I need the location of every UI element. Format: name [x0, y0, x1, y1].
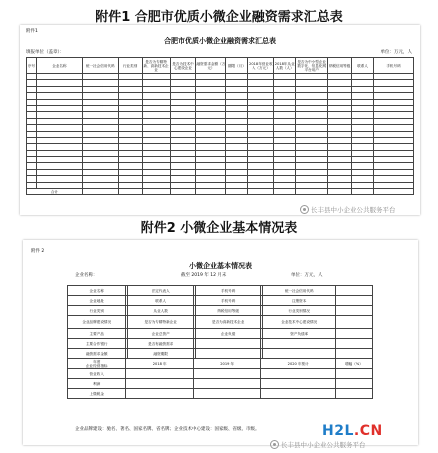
watermark-2	[270, 440, 366, 449]
table-row	[68, 329, 373, 339]
table-cell	[261, 369, 336, 379]
field-value	[335, 296, 372, 306]
field-label: 纳税信用等级	[195, 306, 261, 316]
table-cell	[118, 189, 142, 195]
total-label: 合计	[27, 189, 83, 195]
table-row	[68, 306, 373, 316]
field-label: 企业地址	[68, 296, 126, 306]
table-cell	[193, 389, 260, 399]
table-cell	[335, 379, 372, 389]
col-header: 期限（月）	[226, 58, 248, 74]
year-header-cell: 2018 年	[126, 359, 193, 369]
table-cell	[193, 369, 260, 379]
table-cell	[328, 189, 352, 195]
metric-row	[68, 389, 373, 399]
col-header: 2018年从业人数（人）	[274, 58, 296, 74]
col-header: 联系人	[352, 58, 374, 74]
doc2-title: 小微企业基本情况表	[189, 262, 252, 270]
col-header: 行业类别	[118, 58, 142, 74]
col-header: 2018年营业收入（万元）	[248, 58, 274, 74]
wechat-icon	[270, 440, 279, 449]
col-header: 是否为技术中心建设企业	[170, 58, 196, 74]
table-cell	[196, 189, 226, 195]
field-label: 资产负债率	[263, 329, 336, 339]
field-value	[335, 316, 372, 329]
field-label: 联系人	[128, 296, 194, 306]
table-row	[68, 316, 373, 329]
col-header: 纳税信用等级	[328, 58, 352, 74]
table-cell	[170, 189, 196, 195]
table-cell	[261, 389, 336, 399]
year-header-row	[68, 359, 373, 369]
field-label: 主要产品	[68, 329, 126, 339]
field-label: 注册资本	[263, 296, 336, 306]
metric-row	[68, 379, 373, 389]
attachment1-heading: 附件1 合肥市优质小微企业融资需求汇总表	[95, 10, 343, 25]
metric-label: 利润	[68, 379, 126, 389]
doc2-unit-label: 单位：万元，人	[291, 273, 323, 278]
field-value	[335, 349, 372, 359]
logo-part-1: H2L	[322, 423, 354, 439]
col-header: 融资需求金额（万元）	[196, 58, 226, 74]
field-label: 行业类别情况	[263, 306, 336, 316]
basic-info-body	[68, 286, 373, 399]
year-label: 年度	[93, 359, 101, 364]
field-label: 企业品牌建设情况	[68, 316, 126, 329]
table-cell	[82, 189, 118, 195]
doc1-unit-left: 填报单位（盖章）：	[26, 50, 65, 55]
year-header-cell: 增幅（%）	[335, 359, 372, 369]
field-label: 企业总资产	[128, 329, 194, 339]
attachment1-document	[20, 25, 420, 215]
table-cell	[335, 389, 372, 399]
metric-row	[68, 369, 373, 379]
watermark-text: 长丰县中小企业公共服务平台	[311, 206, 396, 214]
table-cell	[142, 189, 170, 195]
field-label: 融资需求金额	[68, 349, 126, 359]
field-label	[195, 349, 261, 359]
field-label: 企业技术中心建设情况	[263, 316, 336, 329]
watermark-text: 长丰县中小企业公共服务平台	[281, 441, 366, 449]
table-cell	[126, 369, 193, 379]
metric-label: 企业经营指标	[85, 363, 108, 368]
field-value	[335, 329, 372, 339]
attachment2-document	[23, 240, 418, 445]
field-label: 行业类别	[68, 306, 126, 316]
doc2-date-label: 截至 2019 年 12 月末	[181, 273, 227, 278]
table-row	[68, 286, 373, 296]
year-header-cell	[68, 359, 126, 369]
table-row	[68, 339, 373, 349]
field-label: 企业负债	[195, 329, 261, 339]
doc2-company-label: 企业名称：	[75, 273, 98, 278]
field-label: 是否有融资需求	[128, 339, 194, 349]
col-header: 手机号码	[374, 58, 414, 74]
col-header: 统一社会信用代码	[82, 58, 118, 74]
doc2-tag: 附件 2	[31, 249, 45, 254]
field-label: 手机号码	[195, 296, 261, 306]
table-cell	[193, 379, 260, 389]
field-label: 是否为高新技术企业	[195, 316, 261, 329]
field-value	[335, 286, 372, 296]
field-label: 统一社会信用代码	[263, 286, 336, 296]
basic-info-table	[67, 285, 373, 399]
table-cell	[335, 369, 372, 379]
attachment2-heading: 附件2 小微企业基本情况表	[140, 221, 298, 236]
demand-summary-body	[27, 74, 414, 195]
table-row	[68, 296, 373, 306]
demand-summary-table	[26, 57, 414, 195]
logo-part-2: .CN	[353, 423, 383, 439]
doc2-footnote: 企业品牌建设：驰名、著名、国家名牌、省名牌；企业技术中心建设：国家级、省级、市级。	[75, 427, 260, 432]
doc1-title: 合肥市优质小微企业融资需求汇总表	[164, 37, 276, 45]
field-label: 主要合作银行	[68, 339, 126, 349]
doc1-unit-right: 单位：万元，人	[380, 50, 412, 55]
col-header: 企业名称	[36, 58, 82, 74]
table-cell	[296, 189, 328, 195]
field-label: 手机号码	[195, 286, 261, 296]
site-logo	[322, 423, 383, 439]
field-label: 是否为专精特新企业	[128, 316, 194, 329]
metric-label: 上缴税金	[68, 389, 126, 399]
table-cell	[248, 189, 274, 195]
wechat-icon	[300, 205, 309, 214]
table-cell	[226, 189, 248, 195]
watermark-1	[300, 205, 396, 214]
col-header: 序号	[27, 58, 37, 74]
field-label: 企业名称	[68, 286, 126, 296]
table-cell	[352, 189, 374, 195]
doc1-tag: 附件1	[26, 29, 38, 34]
year-header-cell: 2020 年预计	[261, 359, 336, 369]
field-label: 融资期限	[128, 349, 194, 359]
table-cell	[261, 379, 336, 389]
table-cell	[374, 189, 414, 195]
col-header: 是否为中小型企业数字化、信息化网平台用户	[297, 59, 327, 72]
field-label	[263, 339, 336, 349]
table-cell	[126, 379, 193, 389]
metric-label: 营业收入	[68, 369, 126, 379]
field-value	[335, 306, 372, 316]
field-value	[335, 339, 372, 349]
table-cell	[126, 389, 193, 399]
col-header: 是否为专精特新、高新技术企业	[143, 59, 169, 72]
field-label	[195, 339, 261, 349]
field-label: 法定代表人	[128, 286, 194, 296]
year-header-cell: 2019 年	[193, 359, 260, 369]
field-label	[263, 349, 336, 359]
field-label: 从业人数	[128, 306, 194, 316]
table-cell	[274, 189, 296, 195]
table-row	[68, 349, 373, 359]
total-row	[27, 189, 414, 195]
